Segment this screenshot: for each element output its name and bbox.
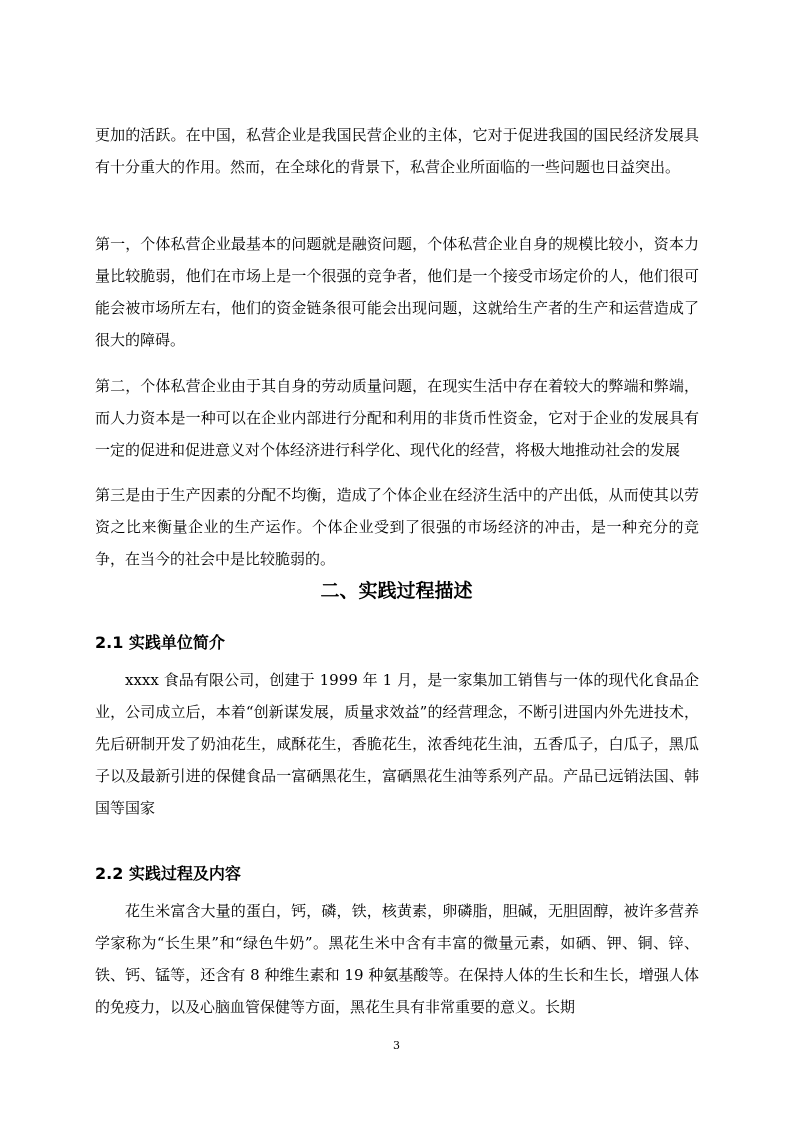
paragraph-third-point: 第三是由于生产因素的分配不均衡，造成了个体企业在经济生活中的产出低，从而使其以劳资之比来衡量企业的生产运作。个体企业受到了很强的市场经济的冲击，是一种充分的竞争，在当今的社会中是比较脆弱的。	[95, 486, 699, 568]
paragraph-second-point: 第二，个体私营企业由于其自身的劳动质量问题，在现实生活中存在着较大的弊端和弊端，而人力资本是一种可以在企业内部进行分配和利用的非货币性资金，它对于企业的发展具有一定的促进和促进意义对个体经济进行科学化、现代化的经营，将极大地推动社会的发展	[95, 377, 699, 459]
paragraph-company-intro: xxxx 食品有限公司，创建于 1999 年 1 月，是一家集加工销售与一体的现代化食品企业，公司成立后，本着“创新谋发展，质量求效益”的经营理念，不断引进国内外先进技术，先后研制开发了奶油花生，咸酥花生，香脆花生，浓香纯花生油，五香瓜子，白瓜子，黑瓜子以及最新引进的保健食品一富硒黑花生，富硒黑花生油等系列产品。产品已远销法国、韩国等国家	[95, 671, 699, 817]
paragraph-intro: 更加的活跃。在中国，私营企业是我国民营企业的主体，它对于促进我国的国民经济发展具有十分重大的作用。然而，在全球化的背景下，私营企业所面临的一些问题也日益突出。	[95, 126, 699, 176]
section-title: 二、实践过程描述	[320, 580, 473, 602]
paragraph-practice-content: 花生米富含大量的蛋白，钙，磷，铁，核黄素，卵磷脂，胆碱，无胆固醇，被许多营养学家称为“长生果”和“绿色牛奶”。黑花生米中含有丰富的微量元素，如硒、钾、铜、锌、铁、钙、锰等，还含有 8 种维生素和 19 种氨基酸等。在保持人体的生长和生长，增强人体的免疫力，以及心脑血管保健等方面，黑花生具有非常重要的意义。长期	[95, 902, 699, 1016]
paragraph-first-point: 第一，个体私营企业最基本的问题就是融资问题，个体私营企业自身的规模比较小，资本力量比较脆弱，他们在市场上是一个很强的竞争者，他们是一个接受市场定价的人，他们很可能会被市场所左右，他们的资金链条很可能会出现问题，这就给生产者的生产和运营造成了很大的障碍。	[95, 235, 699, 349]
subsection-heading-2-1: 2.1 实践单位简介	[95, 633, 225, 652]
subsection-heading-2-2: 2.2 实践过程及内容	[95, 864, 241, 883]
page-number: 3	[393, 1039, 400, 1052]
